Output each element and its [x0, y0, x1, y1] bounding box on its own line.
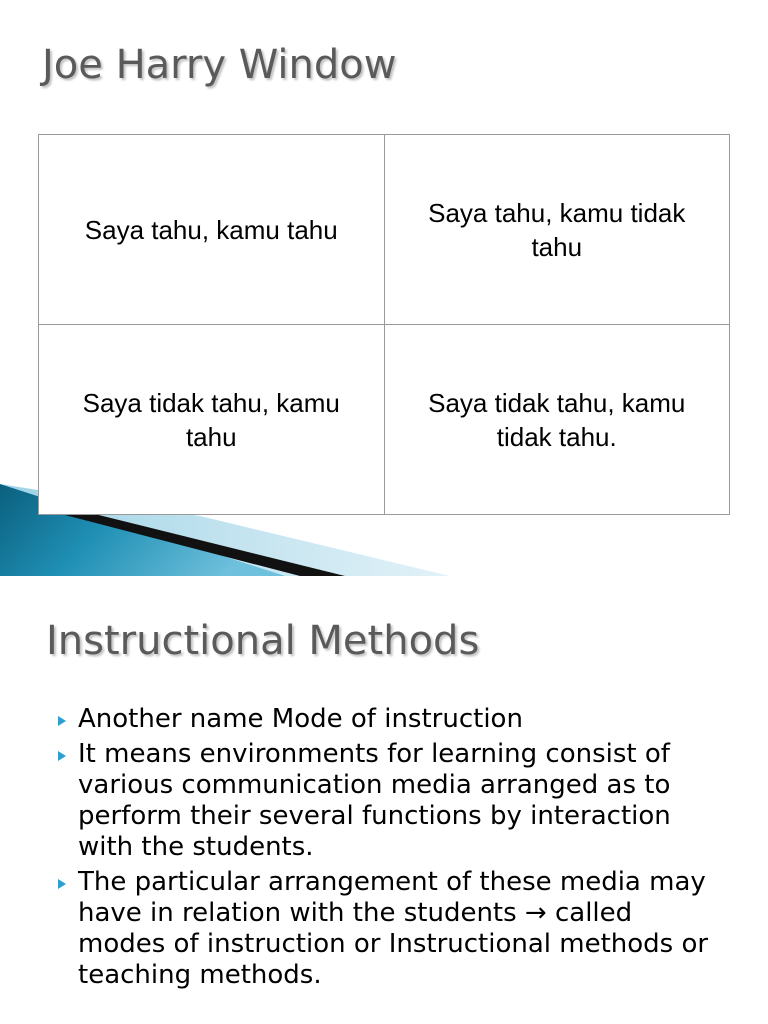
slide-title: Instructional Methods: [46, 618, 480, 664]
grid-cell-blind: Saya tidak tahu, kamu tahu: [39, 325, 385, 515]
triangle-bullet-icon: [58, 879, 66, 889]
list-item: [56, 739, 726, 863]
grid-row: [39, 325, 730, 515]
johari-grid: [38, 134, 730, 515]
bullet-list: [56, 704, 726, 995]
grid-cell-open: Saya tahu, kamu tahu: [39, 135, 385, 325]
grid-cell-hidden: Saya tahu, kamu tidak tahu: [384, 135, 730, 325]
bullet-text: Another name Mode of instruction: [78, 704, 523, 734]
slide-title: Joe Harry Window: [42, 42, 397, 88]
grid-cell-unknown: Saya tidak tahu, kamu tidak tahu.: [384, 325, 730, 515]
triangle-bullet-icon: [58, 716, 66, 726]
list-item: [56, 867, 726, 991]
list-item: [56, 704, 726, 735]
grid-row: [39, 135, 730, 325]
slide-instructional-methods: [0, 576, 768, 1024]
bullet-text: The particular arrangement of these media may have in relation with the students → called modes of instruction or Instructional methods or teaching methods.: [78, 867, 709, 990]
triangle-bullet-icon: [58, 751, 66, 761]
bullet-text: It means environments for learning consist of various communication media arranged as to perform their several functions by interaction with the students.: [78, 739, 671, 862]
